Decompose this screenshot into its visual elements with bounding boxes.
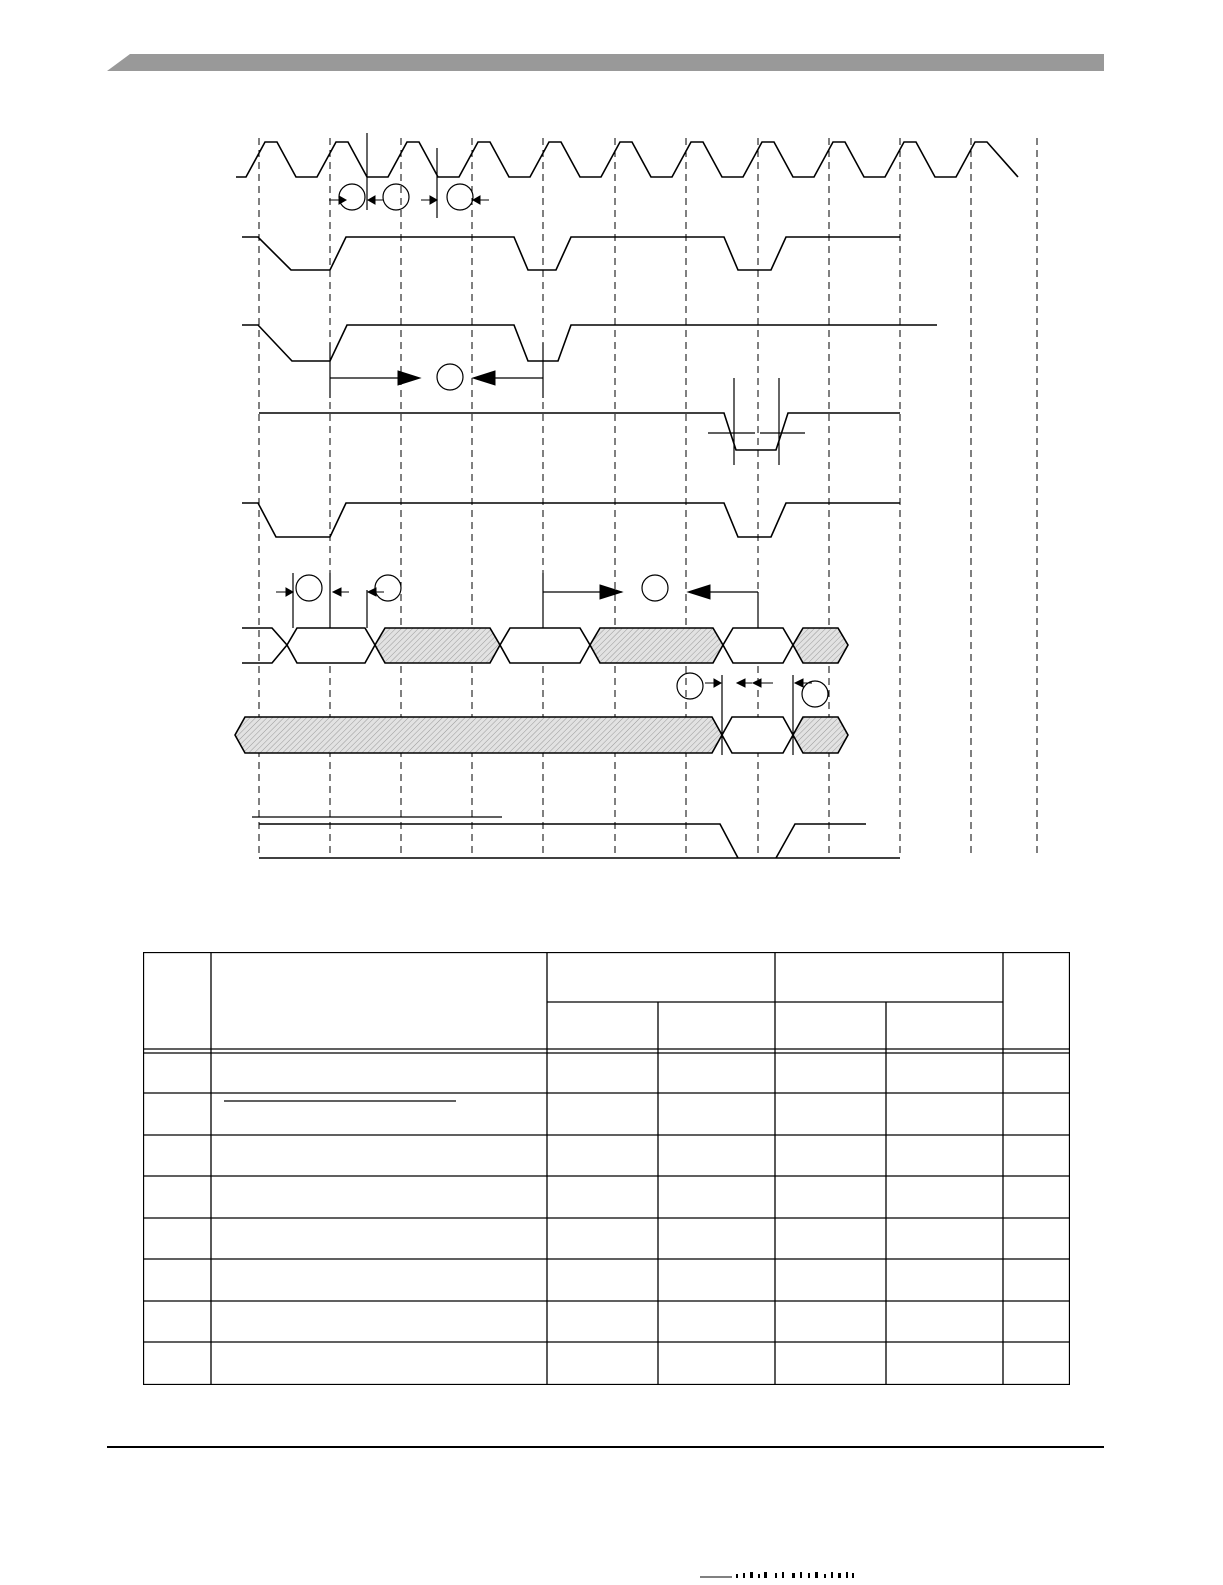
- signal-9-waveform-upper: [259, 824, 738, 858]
- specification-table: [143, 952, 1070, 1385]
- signal-3-waveform: [242, 325, 937, 361]
- specification-table-grid: [143, 952, 1070, 1385]
- timing-diagram: [0, 100, 1223, 890]
- footer-rule: [107, 1446, 1104, 1448]
- footer-text-fragment: [700, 1570, 870, 1578]
- signal-9-waveform-rise: [776, 824, 866, 858]
- header-bar: [0, 0, 1223, 80]
- bus-7: [235, 717, 848, 753]
- header-band: [107, 54, 1104, 71]
- signal-4-waveform: [259, 413, 900, 450]
- signal-2-waveform: [242, 237, 900, 270]
- bus-6: [242, 628, 848, 663]
- clock-waveform: [236, 142, 1018, 177]
- signal-5-waveform: [242, 503, 900, 537]
